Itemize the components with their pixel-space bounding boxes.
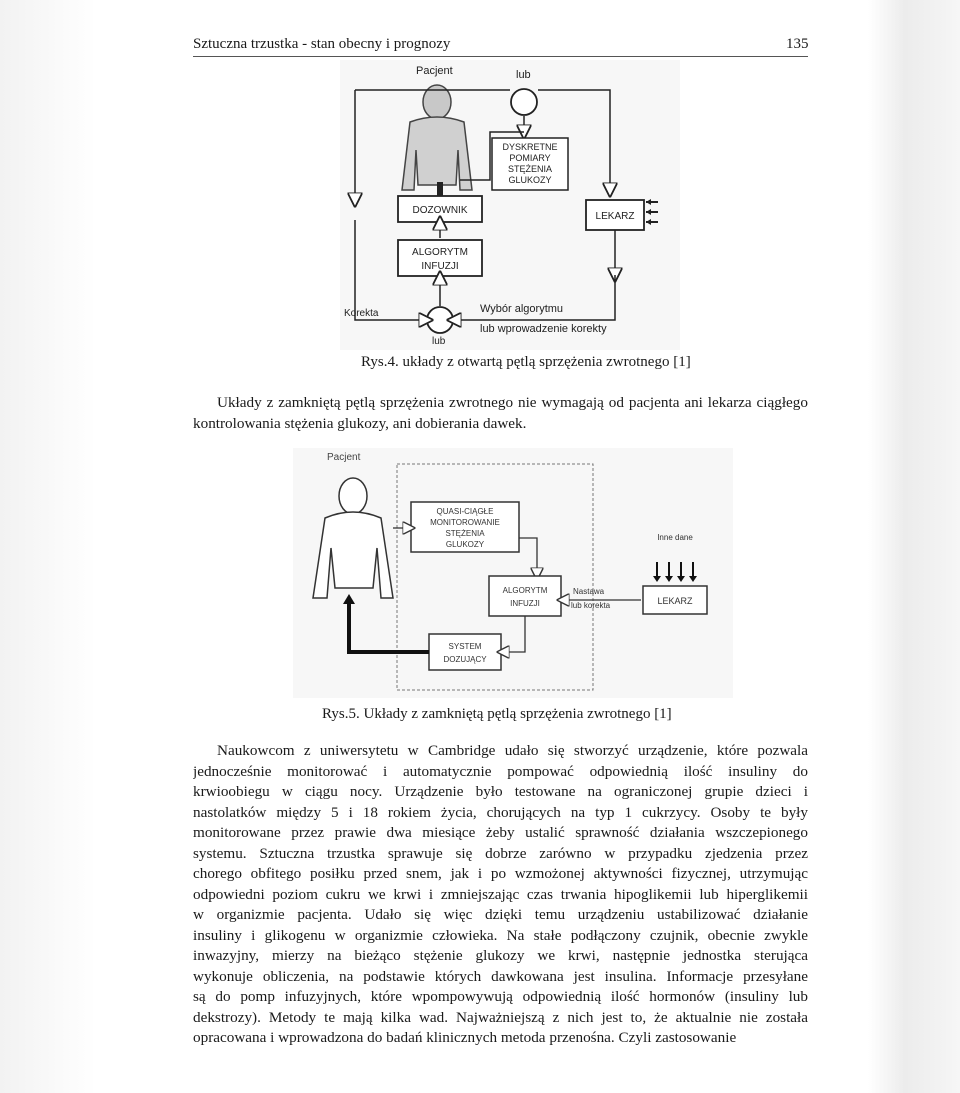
figure-4-caption: Rys.4. układy z otwartą pętlą sprzężenia zwrotnego [1] — [361, 354, 691, 370]
fig4-discrete-line2: POMIARY — [509, 153, 551, 163]
fig5-monitor-line3: STĘŻENIA — [445, 529, 485, 538]
header-rule — [193, 56, 808, 57]
fig4-or-bottom-label: lub — [432, 336, 446, 347]
page-margin-right — [868, 0, 960, 1093]
page-number: 135 — [786, 36, 809, 52]
fig4-algorithm-line1: ALGORYTM — [412, 247, 468, 258]
paragraph-line: monitorowane przez prawie dwa miesiące żeby ustalić sprawność działania wszczepionego — [193, 824, 808, 841]
paragraph-line: dekstrozy). Metody te mają kilka wad. Najważniejszą z nich jest to, że aktualnie nie została — [193, 1008, 808, 1026]
paragraph-line: nastolatków między 5 i 18 rokiem życia, chorujących na typ 1 cukrzycy. Osoby te były — [193, 803, 808, 821]
fig5-dosing-line2: DOZUJĄCY — [443, 655, 487, 664]
paragraph-closed-loop-intro: Układy z zamkniętą pętlą sprzężenia zwrotnego nie wymagają od pacjenta ani lekarza ciągłego kontrolowania stężenia glukozy, ani dobierania dawek. — [193, 394, 808, 432]
fig5-patient-label: Pacjent — [327, 452, 361, 463]
fig4-dosing-unit-label: DOZOWNIK — [412, 205, 468, 216]
paragraph-line: jednocześnie monitorować i automatycznie pompować odpowiednią ilość insuliny do — [193, 762, 808, 780]
fig5-algorithm-line1: ALGORYTM — [502, 586, 548, 595]
paragraph-line: chorego obfitego posiłku przed snem, jak i po wzmożonej aktywności fizycznej, utrzymując — [193, 865, 808, 882]
fig5-dosing-line1: SYSTEM — [448, 642, 482, 651]
paragraph-line: odpowiedni poziom cukru we krwi i zmniejszając czas trwania hipoglikemii lub hiperglikemii — [193, 885, 808, 903]
figure-5-caption: Rys.5. Układy z zamkniętą pętlą sprzężenia zwrotnego [1] — [322, 706, 672, 722]
fig5-monitor-line4: GLUKOZY — [445, 540, 485, 549]
paragraph-cambridge — [193, 741, 808, 1049]
paragraph-line: inwazyjny, mierzy na bieżąco stężenie glukozy we krwi, następnie jednostka sterująca — [193, 947, 808, 964]
fig4-correction-label: Korekta — [344, 308, 379, 319]
paragraph-line: opracowana i wprowadzona do badań klinicznych metoda przenośna. Czyli zastosowanie — [193, 1029, 737, 1046]
figure-5-diagram — [293, 448, 733, 698]
fig5-dosing-system-box — [429, 634, 501, 670]
fig4-discrete-line1: DYSKRETNE — [502, 142, 558, 152]
fig5-other-data-label: Inne dane — [657, 533, 693, 542]
fig5-monitor-line2: MONITOROWANIE — [430, 518, 500, 527]
fig5-monitor-line1: QUASI-CIĄGŁE — [436, 507, 494, 516]
fig4-discrete-line4: GLUKOZY — [508, 175, 552, 185]
fig4-doctor-label: LEKARZ — [595, 211, 635, 222]
fig5-algorithm-box — [489, 576, 561, 616]
fig5-setting-line1: Nastawa — [573, 587, 605, 596]
fig5-doctor-label: LEKARZ — [657, 596, 693, 606]
fig4-or-top-label: lub — [516, 69, 531, 81]
paragraph-line: są do pomp infuzyjnych, które wpompowywują odpowiednią ilość hormonów (insuliny lub — [193, 988, 808, 1005]
page-margin-left — [0, 0, 96, 1093]
figure-4-diagram — [340, 60, 680, 350]
fig4-patient-label: Pacjent — [416, 65, 453, 77]
paragraph-line: krwioobiegu w ciągu nocy. Urządzenie było testowane na ograniczonej grupie dzieci i — [193, 783, 808, 800]
running-title: Sztuczna trzustka - stan obecny i prognozy — [193, 36, 451, 52]
paragraph-line: w organizmie pacjenta. Udało się więc dzięki temu urządzeniu ustabilizować działanie — [193, 906, 808, 923]
fig4-summing-junction-top — [511, 89, 537, 115]
fig5-algorithm-line2: INFUZJI — [510, 599, 540, 608]
fig4-choice-line1: Wybór algorytmu — [480, 303, 564, 315]
fig4-discrete-line3: STĘŻENIA — [507, 164, 553, 174]
paragraph-line: insuliny i glikogenu w organizmie człowieka. Na stałe podłączony czujnik, obecnie zwykle — [193, 926, 808, 944]
fig4-summing-junction-bottom — [427, 307, 453, 333]
fig5-setting-line2: lub korekta — [571, 601, 611, 610]
paragraph-line: systemu. Sztuczna trzustka sprawuje się dobrze zarówno w przypadku zjedzenia przez — [193, 844, 808, 862]
fig4-choice-line2: lub wprowadzenie korekty — [480, 323, 607, 335]
paragraph-line: wykonuje obliczenia, na podstawie których dawkowana jest insulina. Informacje przesyłane — [193, 967, 808, 985]
paragraph-line: Naukowcom z uniwersytetu w Cambridge udało się stworzyć urządzenie, które pozwala — [217, 742, 808, 759]
fig4-algorithm-line2: INFUZJI — [421, 261, 459, 272]
